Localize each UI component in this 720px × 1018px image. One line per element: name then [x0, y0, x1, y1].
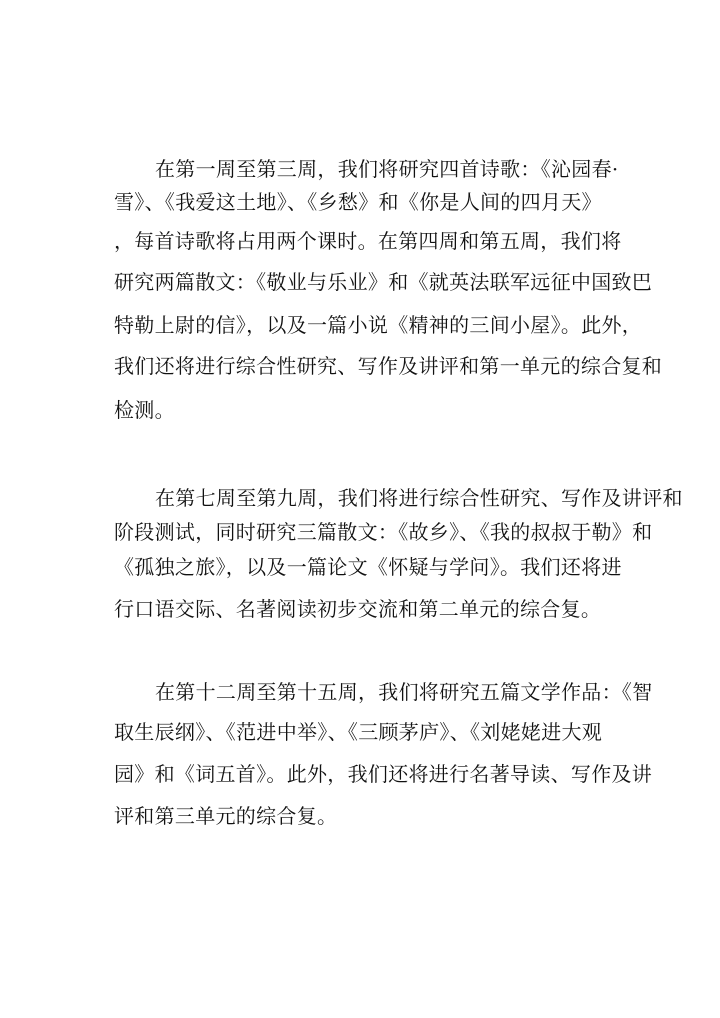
paragraph-1-line-7: 检测。 [114, 398, 175, 422]
paragraph-2-line-3: 《孤独之旅》，以及一篇论文《怀疑与学问》。我们还将进 [114, 555, 622, 579]
paragraph-1-line-6: 我们还将进行综合性研究、写作及讲评和第一单元的综合复和 [114, 354, 663, 378]
paragraph-2-line-1: 在第七周至第九周，我们将进行综合性研究、写作及讲评和 [155, 486, 683, 510]
paragraph-1-line-4: 研究两篇散文：《敬业与乐业》和《就英法联军远征中国致巴 [114, 270, 653, 294]
paragraph-3-line-1: 在第十二周至第十五周，我们将研究五篇文学作品：《智 [155, 680, 653, 704]
paragraph-1-line-3: ，每首诗歌将占用两个课时。在第四周和第五周，我们将 [114, 229, 622, 253]
paragraph-3-line-4: 评和第三单元的综合复。 [114, 804, 338, 828]
paragraph-1-line-2: 雪》、《我爱这土地》、《乡愁》和《你是人间的四月天》 [114, 190, 602, 214]
paragraph-3-line-2: 取生辰纲》、《范进中举》、《三顾茅庐》、《刘姥姥进大观 [114, 720, 603, 744]
paragraph-1-line-5: 特勒上尉的信》，以及一篇小说《精神的三间小屋》。此外， [114, 313, 643, 337]
paragraph-2-line-4: 行口语交际、名著阅读初步交流和第二单元的综合复。 [114, 597, 602, 621]
paragraph-2-line-2: 阶段测试，同时研究三篇散文：《故乡》、《我的叔叔于勒》和 [114, 520, 653, 544]
paragraph-1-line-1: 在第一周至第三周，我们将研究四首诗歌：《沁园春· [155, 157, 619, 181]
paragraph-3-line-3: 园》和《词五首》。此外，我们还将进行名著导读、写作及讲 [114, 762, 653, 786]
